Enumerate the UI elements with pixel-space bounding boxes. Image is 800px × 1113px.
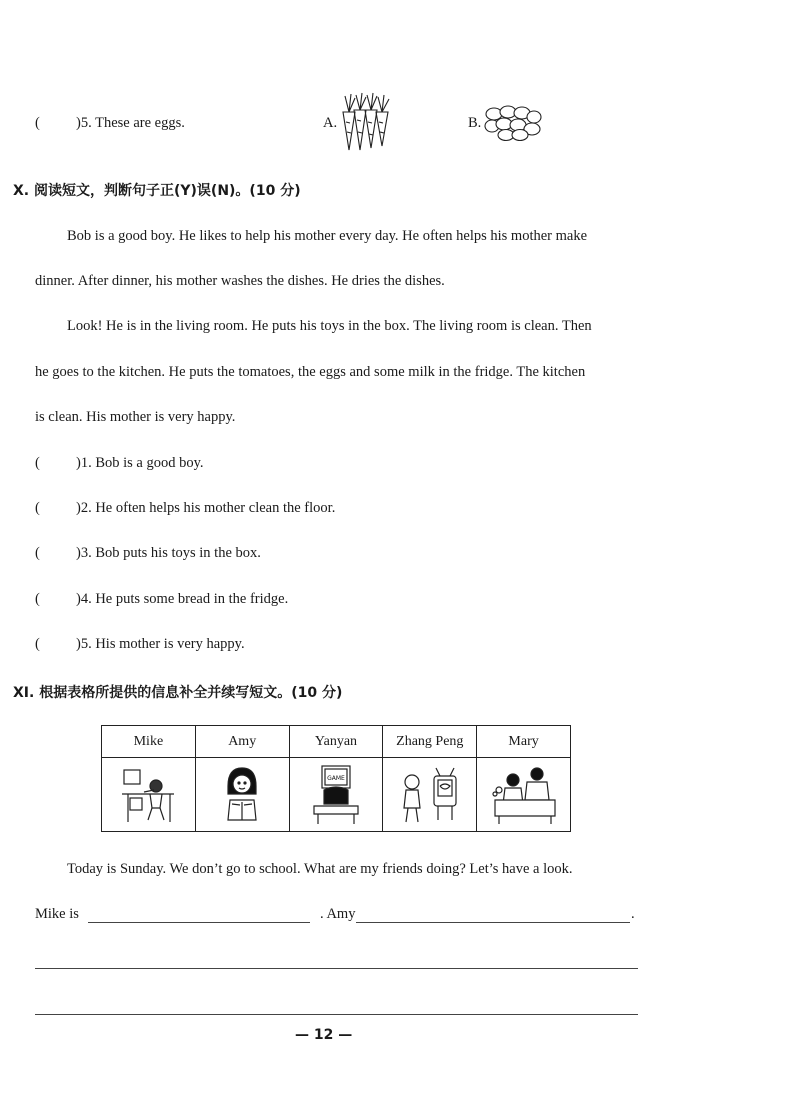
answer-blank[interactable]: ( (35, 455, 40, 471)
table-name-cell: Amy (195, 726, 289, 758)
option-b-label: B. (468, 115, 482, 131)
zhang-peng-picture (383, 758, 477, 832)
prev-question-paren-open: ( (35, 115, 40, 131)
mike-picture (102, 758, 196, 832)
answer-blank[interactable]: ( (35, 500, 40, 516)
activity-table (101, 725, 571, 832)
writing-intro: Today is Sunday. We don’t go to school. What are my friends doing? Let’s have a look. (67, 861, 573, 877)
section-x-heading: X. 阅读短文，判断句子正(Y)误(N)。(10 分) (13, 183, 301, 199)
prev-question-paren-close: ) (76, 115, 81, 131)
mary-picture (477, 758, 571, 832)
child-playing-game-icon (310, 764, 362, 826)
table-name-cell: Mike (102, 726, 196, 758)
eggs-icon (484, 104, 544, 142)
question-text: )3. Bob puts his toys in the box. (76, 545, 261, 561)
prev-question-text (76, 115, 185, 132)
family-on-sofa-icon (489, 764, 559, 826)
sentence-period: . (631, 906, 635, 922)
game-screen-label: GAME (327, 774, 345, 782)
table-name-cell: Yanyan (289, 726, 383, 758)
page-number: — 12 — (295, 1027, 353, 1043)
section-xi-heading: XI. 根据表格所提供的信息补全并续写短文。(10 分) (13, 685, 343, 701)
child-at-desk-icon (118, 764, 178, 826)
answer-blank[interactable]: ( (35, 545, 40, 561)
mike-answer-line[interactable] (88, 922, 310, 923)
amy-answer-line[interactable] (356, 922, 630, 923)
table-name-cell: Mary (477, 726, 571, 758)
passage-p2-line3: is clean. His mother is very happy. (35, 409, 236, 425)
passage-p2-line2: he goes to the kitchen. He puts the tomatoes, the eggs and some milk in the fridge. The kitchen (35, 364, 586, 380)
option-a-label: A. (323, 115, 338, 131)
writing-line[interactable] (35, 1014, 638, 1015)
passage-p1-line2: dinner. After dinner, his mother washes the dishes. He dries the dishes. (35, 273, 445, 289)
passage-p2-line1: Look! He is in the living room. He puts his toys in the box. The living room is clean. Then (67, 318, 592, 334)
prev-question-body: 5. These are eggs. (80, 115, 185, 131)
amy-label: . Amy (320, 906, 356, 922)
answer-blank[interactable]: ( (35, 636, 40, 652)
girl-reading-icon (220, 764, 264, 826)
writing-line[interactable] (35, 968, 638, 969)
yanyan-picture (289, 758, 383, 832)
amy-picture (195, 758, 289, 832)
answer-blank[interactable]: ( (35, 591, 40, 607)
carrots-icon (337, 92, 393, 154)
question-text: )1. Bob is a good boy. (76, 455, 204, 471)
passage-p1-line1: Bob is a good boy. He likes to help his mother every day. He often helps his mother make (67, 228, 588, 244)
mike-is-label: Mike is (35, 906, 79, 922)
boy-watching-tv-icon (398, 764, 462, 826)
question-text: )5. His mother is very happy. (76, 636, 245, 652)
table-name-cell: Zhang Peng (383, 726, 477, 758)
question-text: )2. He often helps his mother clean the floor. (76, 500, 336, 516)
question-text: )4. He puts some bread in the fridge. (76, 591, 289, 607)
